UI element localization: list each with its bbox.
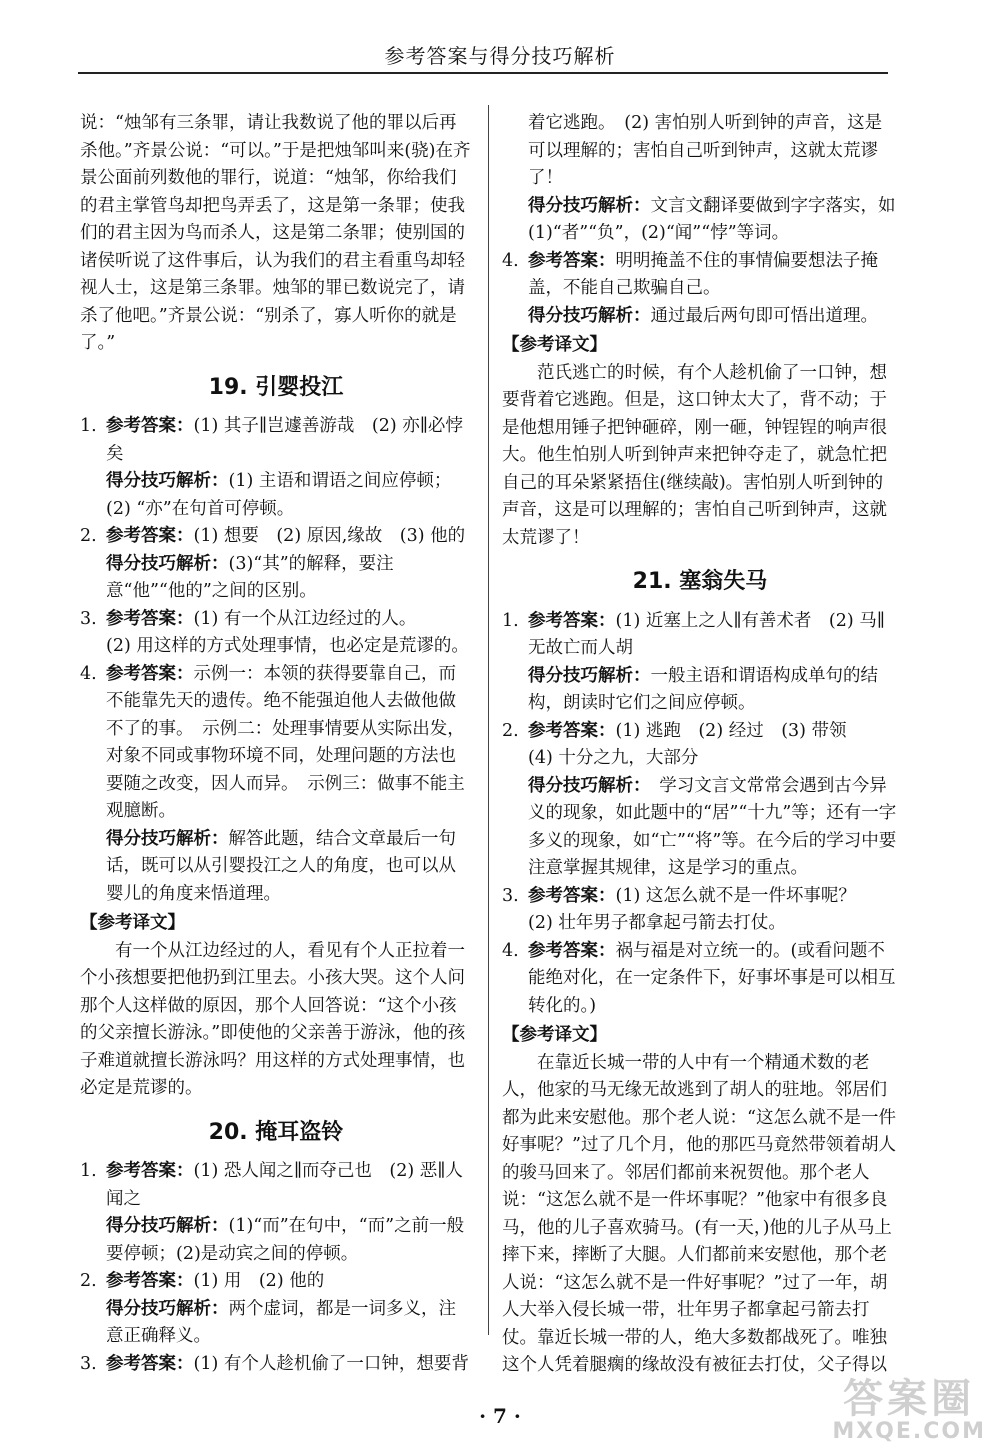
translation-text: 范氏逃亡的时候，有个人趁机偷了一口钟，想要背着它逃跑。但是，这口钟太大了，背不动；于是他想用锤子把钟砸碎，刚一砸，钟锃锃的响声很大。他生怕别人听到钟声来把钟夺走了，就急忙把自己的耳朵紧紧捂住(继续敲)。害怕别人听到钟的声音，这是可以理解的；害怕自己听到钟声，这就太荒谬了！ bbox=[502, 362, 887, 548]
tip-label: 得分技巧解析 bbox=[106, 1298, 211, 1319]
tip-text: 文言文翻译要做到字字落实，如(1)“者”“负”，(2)“闻”“悖”等词。 bbox=[528, 195, 896, 243]
colon: ： bbox=[176, 1161, 194, 1181]
colon: ： bbox=[176, 663, 194, 684]
answer-text-2: (4) 十分之九，大部分 bbox=[528, 748, 699, 768]
translation-heading: 【参考译文】 bbox=[502, 1025, 607, 1045]
item-number: 3. bbox=[502, 885, 519, 906]
tip-label: 得分技巧解析 bbox=[106, 1216, 211, 1236]
answer-text: (1) 有个人趁机偷了一口钟，想要背 bbox=[193, 1353, 469, 1374]
colon: ： bbox=[176, 1271, 194, 1291]
s19-item-2 bbox=[80, 523, 472, 606]
answer-text: 示例一：本领的获得要靠自己，而不能靠先天的遗传。绝不能强迫他人去做他做不了的事。 示例二：处理事情要从实际出发，对象不同或事物环境不同，处理问题的方法也要随之改变，因人而异。 示例三：做事不能主观臆断。 bbox=[106, 663, 465, 821]
answer-text-2: (2) 用这样的方式处理事情，也必定是荒谬的。 bbox=[106, 636, 469, 656]
section-21-title: 21. 塞翁失马 bbox=[632, 569, 768, 594]
tip-text: 一般主语和谓语构成单句的结构，朗读时它们之间应停顿。 bbox=[528, 665, 878, 713]
column-divider bbox=[488, 105, 489, 1335]
s19-item-1 bbox=[80, 413, 472, 523]
translation-text: 有一个从江边经过的人，看见有个人正拉着一个小孩想要把他扔到江里去。小孩大哭。这个人问那个人这样做的原因，那个人回答说：“这个小孩的父亲擅长游泳。”即使他的父亲善于游泳，他的孩子难道就擅长游泳吗？用这样的方式处理事情，也必定是荒谬的。 bbox=[80, 940, 466, 1098]
colon: ： bbox=[633, 665, 651, 686]
answer-text: (1) 想要 (2) 原因,缘故 (3) 他的 bbox=[193, 526, 466, 546]
colon: ： bbox=[176, 526, 194, 546]
item-number: 3. bbox=[80, 1353, 97, 1374]
tip-text: (1) 主语和谓语之间应停顿；(2) “亦”在句首可停顿。 bbox=[106, 471, 452, 519]
item-number: 2. bbox=[502, 720, 519, 741]
answer-text: 明明掩盖不住的事情偏要想法子掩盖，不能自己欺骗自己。 bbox=[528, 250, 878, 298]
s19-item-4 bbox=[80, 661, 472, 909]
answer-text: (1) 这怎么就不是一件坏事呢？ bbox=[615, 885, 856, 906]
s20-item-3-continued bbox=[502, 110, 898, 248]
tip-text: 学习文言文常常会遇到古今异义的现象，如此题中的“居”“十九”等；还有一字多义的现象，如“亡”“将”等。在今后的学习中要注意掌握其规律，这是学习的重点。 bbox=[528, 775, 897, 878]
colon: ： bbox=[598, 885, 616, 906]
answer-label: 参考答案 bbox=[106, 1161, 176, 1181]
colon: ： bbox=[633, 305, 651, 326]
item-number: 4. bbox=[502, 940, 519, 961]
item-number: 2. bbox=[80, 526, 97, 546]
answer-label: 参考答案 bbox=[528, 885, 598, 906]
page-number: · 7 · bbox=[479, 1404, 521, 1428]
answer-text: (1) 有一个从江边经过的人。 bbox=[193, 608, 417, 629]
answer-label: 参考答案 bbox=[106, 1271, 176, 1291]
answer-label: 参考答案 bbox=[106, 526, 176, 546]
tip-label: 得分技巧解析 bbox=[528, 305, 633, 326]
tip-label: 得分技巧解析 bbox=[528, 195, 633, 216]
answer-text: 着它逃跑。 (2) 害怕别人听到钟的声音，这是可以理解的；害怕自己听到钟声，这就太荒谬了！ bbox=[528, 113, 883, 188]
colon: ： bbox=[211, 1216, 229, 1236]
answer-label: 参考答案 bbox=[528, 610, 598, 631]
watermark-text: 答案圈 bbox=[843, 1375, 976, 1422]
translation-heading: 【参考译文】 bbox=[502, 335, 607, 355]
answer-label: 参考答案 bbox=[106, 608, 176, 629]
tip-label: 得分技巧解析 bbox=[106, 828, 211, 849]
s19-item-3 bbox=[80, 606, 472, 661]
colon: ： bbox=[176, 416, 194, 436]
tip-label: 得分技巧解析 bbox=[106, 471, 211, 491]
tip-label: 得分技巧解析 bbox=[528, 775, 633, 796]
s21-item-3 bbox=[502, 883, 898, 938]
answer-label: 参考答案 bbox=[106, 416, 176, 436]
tip-label: 得分技巧解析 bbox=[106, 553, 211, 574]
colon: ： bbox=[598, 720, 616, 741]
s21-item-4 bbox=[502, 938, 898, 1021]
tip-label: 得分技巧解析 bbox=[528, 665, 633, 686]
colon: ： bbox=[633, 195, 651, 216]
watermark-url: MXQE.COM bbox=[832, 1418, 986, 1444]
left-column bbox=[80, 110, 472, 1378]
answer-text: (1) 近塞上之人∥有善术者 (2) 马∥无故亡而人胡 bbox=[528, 610, 885, 658]
answer-label: 参考答案 bbox=[528, 720, 598, 741]
answer-label: 参考答案 bbox=[528, 250, 598, 271]
tip-text: (1)“而”在句中，“而”之前一般要停顿；(2)是动宾之间的停顿。 bbox=[106, 1216, 465, 1264]
answer-text: (1) 其子∥岂遽善游哉 (2) 亦∥必悖矣 bbox=[106, 416, 463, 464]
s21-item-2 bbox=[502, 718, 898, 883]
intro-paragraph: 说：“烛邹有三条罪，请让我数说了他的罪以后再杀他。”齐景公说：“可以。”于是把烛邹叫来(骁)在齐景公面前列数他的罪行，说道：“烛邹，你给我们的君主掌管鸟却把鸟弄丢了，这是第一条罪；使我们的君主因为鸟而杀人，这是第二条罪；使别国的诸侯听说了这件事后，认为我们的君主看重鸟却轻视人士，这是第三条罪。烛邹的罪已数说完了，请杀了他吧。”齐景公说：“别杀了，寡人听你的就是了。” bbox=[80, 113, 471, 353]
answer-label: 参考答案 bbox=[106, 663, 176, 684]
item-number: 1. bbox=[80, 416, 97, 436]
header-rule bbox=[78, 72, 888, 74]
answer-text: (1) 恐人闻之∥而夺己也 (2) 恶∥人闻之 bbox=[106, 1161, 463, 1209]
colon: ： bbox=[211, 1298, 229, 1319]
s20-item-4 bbox=[502, 248, 898, 331]
tip-text: 解答此题，结合文章最后一句话，既可以从引婴投江之人的角度，也可以从婴儿的角度来悟道理。 bbox=[106, 828, 456, 904]
s20-item-3 bbox=[80, 1351, 472, 1379]
answer-label: 参考答案 bbox=[528, 940, 598, 961]
colon: ： bbox=[176, 608, 194, 629]
colon: ： bbox=[598, 250, 616, 271]
item-number: 2. bbox=[80, 1271, 97, 1291]
tip-text: (3)“其”的解释，要注意“他”“他的”之间的区别。 bbox=[106, 553, 394, 601]
s20-item-1 bbox=[80, 1158, 472, 1268]
item-number: 4. bbox=[80, 663, 97, 684]
translation-heading: 【参考译文】 bbox=[80, 913, 185, 933]
answer-text: (1) 逃跑 (2) 经过 (3) 带领 bbox=[615, 720, 847, 741]
colon: ： bbox=[211, 471, 229, 491]
item-number: 1. bbox=[80, 1161, 97, 1181]
colon: ： bbox=[211, 553, 229, 574]
answer-text-2: (2) 壮年男子都拿起弓箭去打仗。 bbox=[528, 913, 786, 933]
watermark-logo bbox=[832, 1375, 986, 1444]
item-number: 1. bbox=[502, 610, 519, 631]
answer-text: 祸与福是对立统一的。(或看问题不能绝对化，在一定条件下，好事坏事是可以相互转化的。) bbox=[528, 940, 896, 1016]
answer-text: (1) 用 (2) 他的 bbox=[193, 1271, 325, 1291]
item-number: 4. bbox=[502, 250, 519, 271]
answer-label: 参考答案 bbox=[106, 1353, 176, 1374]
section-19-title: 19. 引婴投江 bbox=[208, 374, 344, 400]
section-20-title: 20. 掩耳盗铃 bbox=[208, 1119, 344, 1145]
tip-text: 通过最后两句即可悟出道理。 bbox=[650, 305, 878, 326]
colon: ： bbox=[633, 775, 642, 796]
tip-text: 两个虚词，都是一词多义，注意正确释义。 bbox=[106, 1298, 456, 1346]
colon: ： bbox=[176, 1353, 194, 1374]
s21-item-1 bbox=[502, 608, 898, 718]
colon: ： bbox=[211, 828, 229, 849]
s20-item-2 bbox=[80, 1268, 472, 1351]
item-number: 3. bbox=[80, 608, 97, 629]
translation-text: 在靠近长城一带的人中有一个精通术数的老人，他家的马无缘无故逃到了胡人的驻地。邻居们都为此来安慰他。那个老人说：“这怎么就不是一件好事呢？”过了几个月，他的那匹马竟然带领着胡人的骏马回来了。邻居们都前来祝贺他。那个老人说：“这怎么就不是一件坏事呢？”他家中有很多良马，他的儿子喜欢骑马。(有一天，)他的儿子从马上摔下来，摔断了大腿。人们都前来安慰他，那个老人说：“这怎么就不是一件好事呢？”过了一年，胡人大举入侵长城一带，壮年男子都拿起弓箭去打仗。靠近长城一带的人，绝大多数都战死了。唯独这个人凭着腿瘸的缘故没有被征去打仗，父子得以 bbox=[502, 1052, 896, 1375]
right-column bbox=[502, 110, 898, 1380]
colon: ： bbox=[598, 940, 616, 961]
page-header: 参考答案与得分技巧解析 bbox=[384, 44, 616, 68]
colon: ： bbox=[598, 610, 616, 631]
